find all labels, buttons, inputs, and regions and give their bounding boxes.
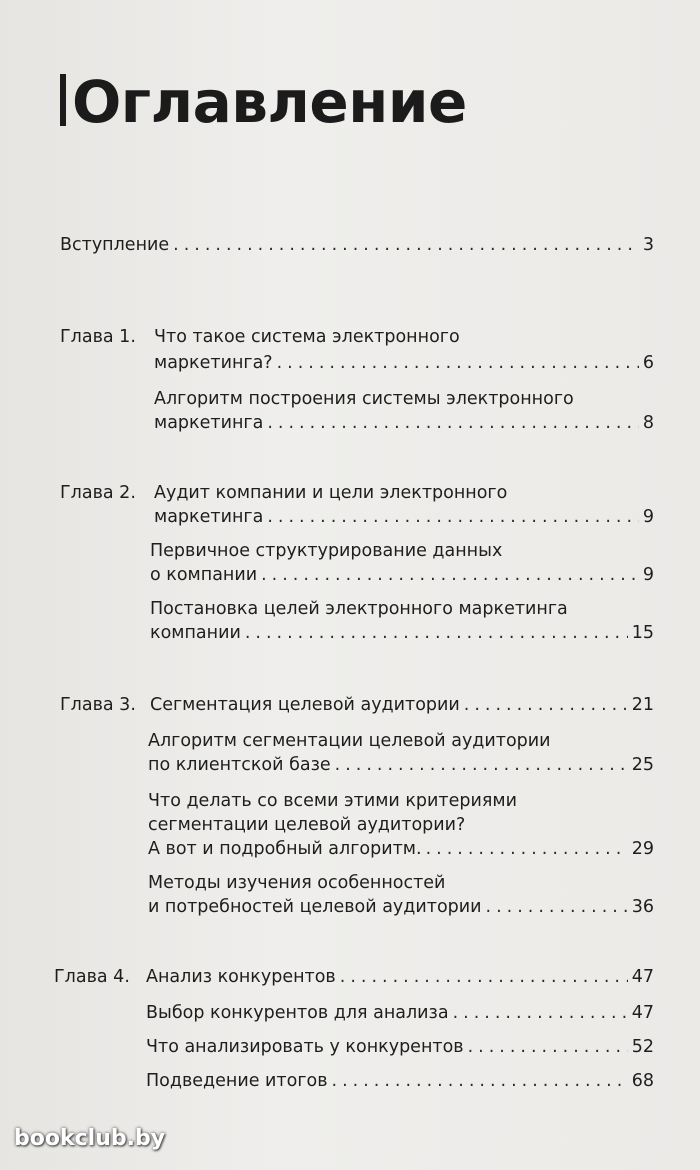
section-3-2-page: 29 — [631, 839, 654, 859]
leader-dots — [486, 896, 628, 918]
toc-intro-label: Вступление — [60, 235, 170, 255]
section-4-3[interactable]: Подведение итогов ..... 68 — [146, 1070, 654, 1092]
section-3-1-line[interactable]: Алгоритм сегментации целевой аудитории — [148, 731, 551, 751]
chapter-2-title-line[interactable]: Аудит компании и цели электронного — [154, 483, 508, 503]
section-4-1[interactable]: Выбор конкурентов для анализа ..... 47 — [146, 1002, 654, 1024]
section-2-1-end[interactable]: о компании ..... 9 — [150, 564, 654, 586]
title-bar-mark — [60, 74, 66, 126]
leader-dots — [464, 694, 628, 716]
page-title: Оглавление — [60, 68, 467, 136]
section-2-2-line[interactable]: Постановка целей электронного маркетинга — [150, 599, 568, 619]
chapter-2-title-end[interactable]: маркетинга ..... 9 — [154, 506, 654, 528]
section-3-2-line[interactable]: Что делать со всеми этими критериями — [148, 791, 517, 811]
chapter-1-label: Глава 1. — [60, 327, 136, 347]
chapter-2-page: 9 — [642, 507, 654, 527]
chapter-3-title[interactable]: Сегментация целевой аудитории ..... 21 — [150, 694, 654, 716]
section-3-1-page: 25 — [631, 755, 654, 775]
section-3-1-end[interactable]: по клиентской базе ..... 25 — [148, 754, 654, 776]
leader-dots — [340, 966, 628, 988]
section-3-3-page: 36 — [631, 897, 654, 917]
toc-intro[interactable] — [60, 234, 654, 256]
section-1-1-line[interactable]: Алгоритм построения системы электронного — [154, 389, 574, 409]
watermark-text: bookclub.by — [14, 1126, 166, 1151]
chapter-3-page: 21 — [631, 695, 654, 715]
section-2-1-line[interactable]: Первичное структурирование данных — [150, 541, 503, 561]
section-4-2-page: 52 — [631, 1037, 654, 1057]
section-3-2-line[interactable]: сегментации целевой аудитории? — [148, 815, 466, 835]
leader-dots — [426, 838, 628, 860]
chapter-1-title-end[interactable]: маркетинга? ..... 6 — [154, 352, 654, 374]
leader-dots — [267, 412, 639, 434]
section-2-1-page: 9 — [642, 565, 654, 585]
leader-dots — [173, 234, 639, 256]
section-3-3-line[interactable]: Методы изучения особенностей — [148, 873, 446, 893]
leader-dots — [261, 564, 639, 586]
chapter-1-title-line[interactable]: Что такое система электронного — [154, 327, 460, 347]
leader-dots — [332, 1070, 628, 1092]
section-4-2[interactable]: Что анализировать у конкурентов ..... 52 — [146, 1036, 654, 1058]
section-1-1-end[interactable]: маркетинга ..... 8 — [154, 412, 654, 434]
section-4-1-page: 47 — [631, 1003, 654, 1023]
chapter-4-title[interactable]: Анализ конкурентов ..... 47 — [146, 966, 654, 988]
leader-dots — [468, 1036, 628, 1058]
chapter-3-label: Глава 3. — [60, 695, 136, 715]
toc-intro-page: 3 — [642, 235, 654, 255]
chapter-4-page: 47 — [631, 967, 654, 987]
leader-dots — [277, 352, 639, 374]
section-3-3-end[interactable]: и потребностей целевой аудитории ..... 36 — [148, 896, 654, 918]
leader-dots — [335, 754, 628, 776]
chapter-1-page: 6 — [642, 353, 654, 373]
section-2-2-page: 15 — [631, 623, 654, 643]
section-4-3-page: 68 — [631, 1071, 654, 1091]
chapter-2-label: Глава 2. — [60, 483, 136, 503]
section-2-2-end[interactable]: компании ..... 15 — [150, 622, 654, 644]
chapter-4-label: Глава 4. — [54, 967, 130, 987]
leader-dots — [245, 622, 628, 644]
section-1-1-page: 8 — [642, 413, 654, 433]
leader-dots — [453, 1002, 628, 1024]
section-3-2-end[interactable]: А вот и подробный алгоритм. ..... 29 — [148, 838, 654, 860]
leader-dots — [267, 506, 639, 528]
